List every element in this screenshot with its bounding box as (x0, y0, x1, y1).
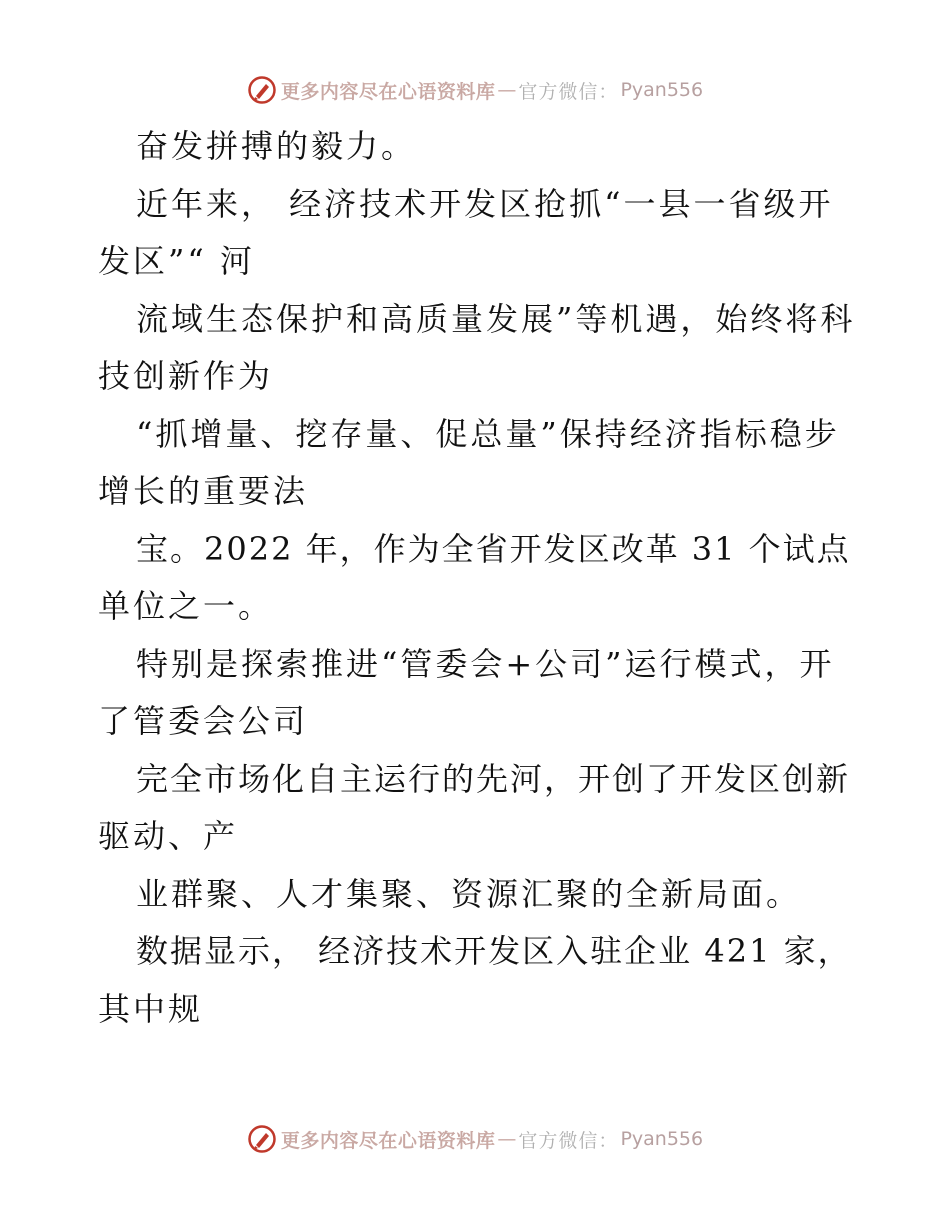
body-line: 宝。2022 年，作为全省开发区改革 31 个试点 (136, 529, 851, 568)
body-line: 了管委会公司 (98, 702, 309, 740)
watermark-footer (0, 1119, 950, 1159)
body-line: 流域生态保护和高质量发展”等机遇，始终将科 (136, 299, 856, 338)
body-line: 业群聚、人才集聚、资源汇聚的全新局面。 (136, 874, 802, 913)
body-line: 技创新作为 (98, 357, 274, 395)
body-line: 数据显示， 经济技术开发区入驻企业 421 家， (136, 932, 852, 970)
body-line: 奋发拼搏的毅力。 (136, 127, 417, 165)
body-line: 增长的重要法 (98, 472, 309, 510)
body-line: 完全市场化自主运行的先河，开创了开发区创新 (136, 759, 851, 798)
watermark-dash: — (497, 1128, 517, 1150)
body-line: 近年来， 经济技术开发区抢抓“一县一省级开 (136, 184, 834, 223)
watermark-header (0, 70, 950, 110)
watermark-wechat-id: Pyan556 (620, 1128, 704, 1150)
body-line: 发区”“ 河 (98, 242, 255, 280)
body-line: 驱动、产 (98, 817, 239, 855)
body-line: “抓增量、挖存量、促总量”保持经济指标稳步 (136, 414, 840, 453)
document-body (98, 118, 858, 1038)
body-line: 特别是探索推进“管委会+公司”运行模式，开 (136, 644, 835, 683)
watermark-official-label: 官方微信： (518, 80, 619, 103)
body-line: 其中规 (98, 989, 204, 1028)
watermark-slogan: 更多内容尽在心语资料库 (280, 80, 496, 103)
body-line: 单位之一。 (98, 587, 274, 625)
watermark-dash: — (497, 79, 517, 101)
watermark-slogan: 更多内容尽在心语资料库 (280, 1129, 496, 1152)
watermark-wechat-id: Pyan556 (620, 79, 704, 101)
pen-logo-icon (247, 1124, 277, 1154)
pen-logo-icon (247, 75, 277, 105)
watermark-official-label: 官方微信： (518, 1129, 619, 1152)
